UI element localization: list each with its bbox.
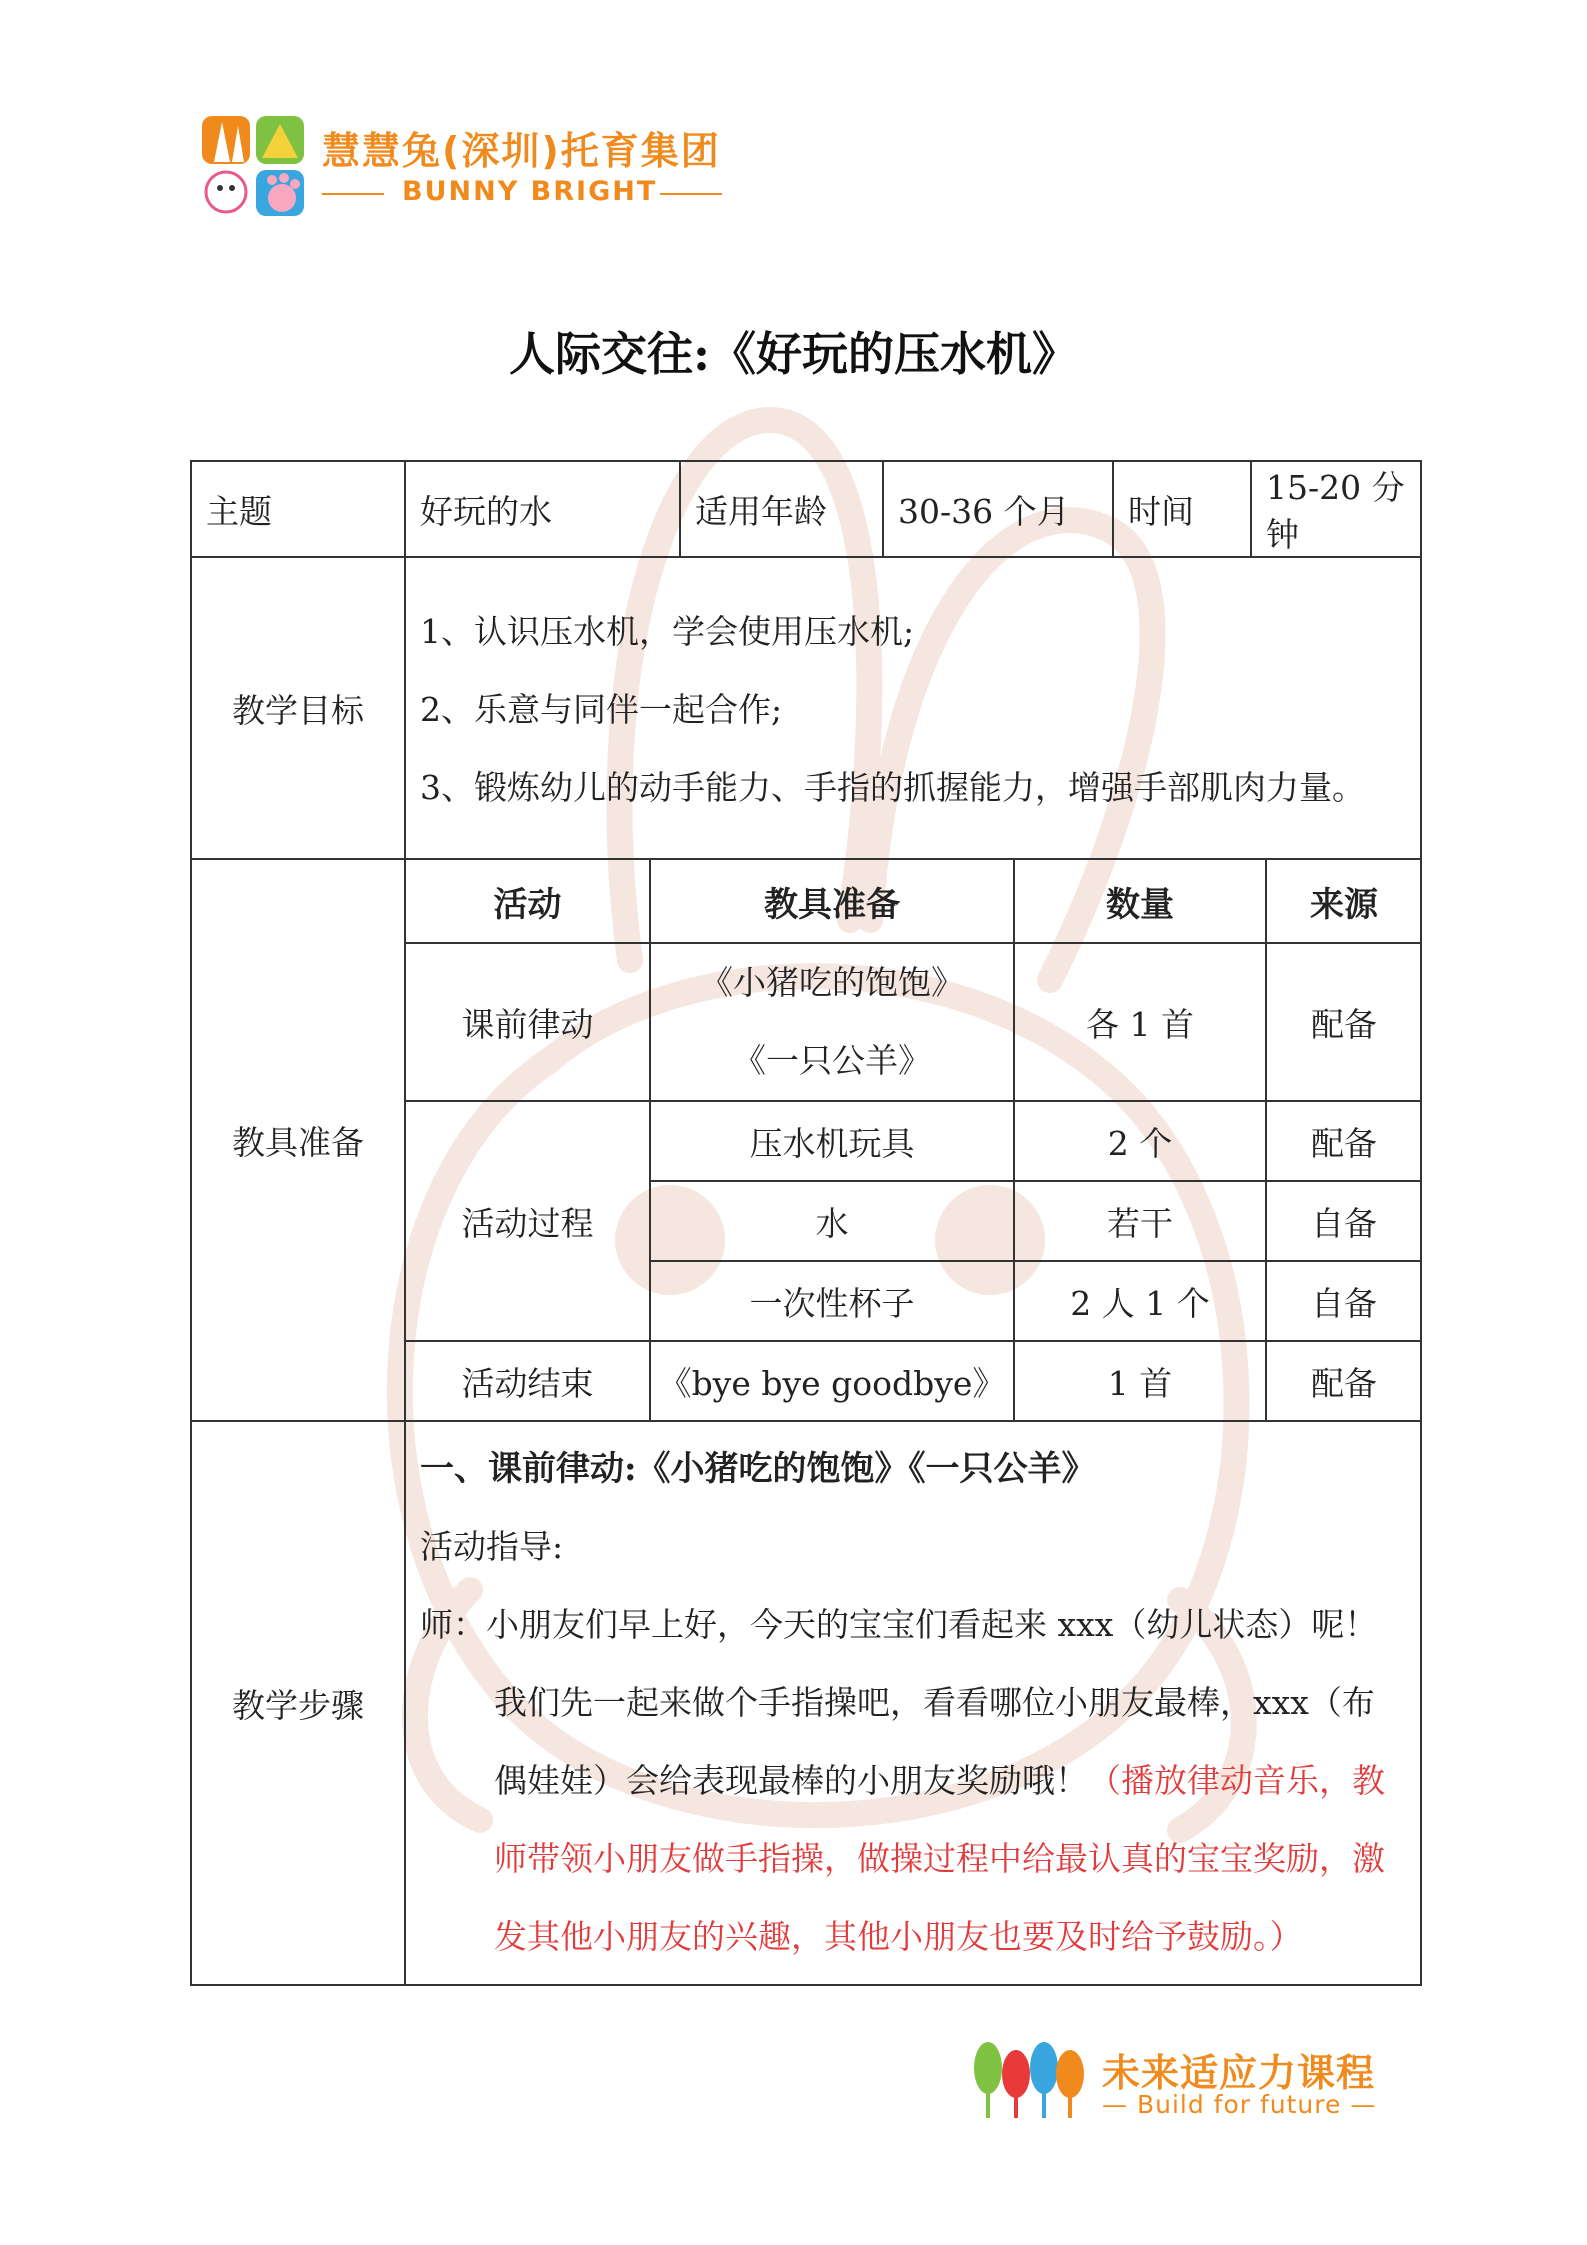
steps-heading: 一、课前律动:《小猪吃的饱饱》《一只公羊》 — [420, 1449, 1096, 1489]
brand-logo — [200, 112, 720, 222]
page-title: 人际交往:《好玩的压水机》 — [509, 327, 1078, 381]
theme-label: 主题 — [191, 461, 405, 557]
items-cell — [650, 943, 1014, 1101]
divider — [660, 193, 722, 195]
materials-label: 教具准备 — [191, 859, 405, 1421]
info-row — [191, 461, 1421, 557]
materials-header-row — [406, 860, 1421, 943]
col-header-activity: 活动 — [406, 860, 650, 943]
teacher-dialog — [420, 1586, 1406, 1976]
goals-label: 教学目标 — [191, 557, 405, 859]
items-cell: 水 — [650, 1181, 1014, 1261]
lesson-plan-table — [190, 460, 1422, 1986]
activity-cell: 活动过程 — [406, 1101, 650, 1341]
age-label: 适用年龄 — [680, 461, 883, 557]
activity-cell: 课前律动 — [406, 943, 650, 1101]
brand-tagline — [322, 176, 722, 212]
source-cell: 自备 — [1266, 1261, 1421, 1341]
footer-brand — [970, 2030, 1410, 2130]
source-cell: 配备 — [1266, 1341, 1421, 1420]
source-cell: 配备 — [1266, 1101, 1421, 1181]
goals-row — [191, 557, 1421, 859]
quantity-cell: 各 1 首 — [1014, 943, 1266, 1101]
materials-content — [405, 859, 1421, 1421]
steps-row — [191, 1421, 1421, 1985]
col-header-quantity: 数量 — [1014, 860, 1266, 943]
items-cell: 《bye bye goodbye》 — [650, 1341, 1014, 1420]
divider — [322, 193, 384, 195]
teacher-text: 小朋友们早上好，今天的宝宝们看起来 xxx（幼儿状态）呢！我们先一起来做个手指操吧，看看哪位小朋友最棒，xxx（布偶娃娃）会给表现最棒的小朋友奖励哦！ — [486, 1605, 1378, 1800]
trees-logo-icon — [970, 2034, 1090, 2124]
age-value: 30-36 个月 — [883, 461, 1113, 557]
steps-content — [405, 1421, 1421, 1985]
footer-brand-cn: 未来适应力课程 — [1102, 2051, 1376, 2095]
col-header-source: 来源 — [1266, 860, 1421, 943]
brand-name-cn: 慧慧兔(深圳)托育集团 — [322, 129, 721, 173]
quantity-cell: 2 人 1 个 — [1014, 1261, 1266, 1341]
steps-label: 教学步骤 — [191, 1421, 405, 1985]
activity-note: （播放律动音乐，教师带领小朋友做手指操，做操过程中给最认真的宝宝奖励，激发其他小朋友的兴趣，其他小朋友也要及时给予鼓励。） — [494, 1761, 1385, 1956]
table-row — [406, 943, 1421, 1101]
brand-name-en: BUNNY BRIGHT — [402, 176, 658, 207]
goal-item: 3、锻炼幼儿的动手能力、手指的抓握能力，增强手部肌肉力量。 — [420, 768, 1365, 807]
time-label: 时间 — [1113, 461, 1251, 557]
items-cell: 一次性杯子 — [650, 1261, 1014, 1341]
quantity-cell: 1 首 — [1014, 1341, 1266, 1420]
goals-content — [405, 557, 1421, 859]
time-value: 15-20 分钟 — [1251, 461, 1421, 557]
quantity-cell: 若干 — [1014, 1181, 1266, 1261]
col-header-items: 教具准备 — [650, 860, 1014, 943]
guide-label: 活动指导: — [420, 1527, 564, 1566]
item-text: 《一只公羊》 — [733, 1041, 931, 1080]
footer-brand-en: — Build for future — — [1102, 2090, 1377, 2119]
item-text: 《小猪吃的饱饱》 — [700, 963, 964, 1002]
theme-value: 好玩的水 — [405, 461, 680, 557]
source-cell: 自备 — [1266, 1181, 1421, 1261]
table-row — [406, 1341, 1421, 1420]
materials-table — [406, 860, 1421, 1420]
quantity-cell: 2 个 — [1014, 1101, 1266, 1181]
teacher-prefix: 师： — [420, 1605, 486, 1644]
goal-item: 1、认识压水机，学会使用压水机; — [420, 612, 915, 651]
table-row — [406, 1101, 1421, 1181]
goal-item: 2、乐意与同伴一起合作; — [420, 690, 783, 729]
items-cell: 压水机玩具 — [650, 1101, 1014, 1181]
bunny-logo-icon — [200, 112, 308, 220]
activity-cell: 活动结束 — [406, 1341, 650, 1420]
source-cell: 配备 — [1266, 943, 1421, 1101]
materials-row — [191, 859, 1421, 1421]
